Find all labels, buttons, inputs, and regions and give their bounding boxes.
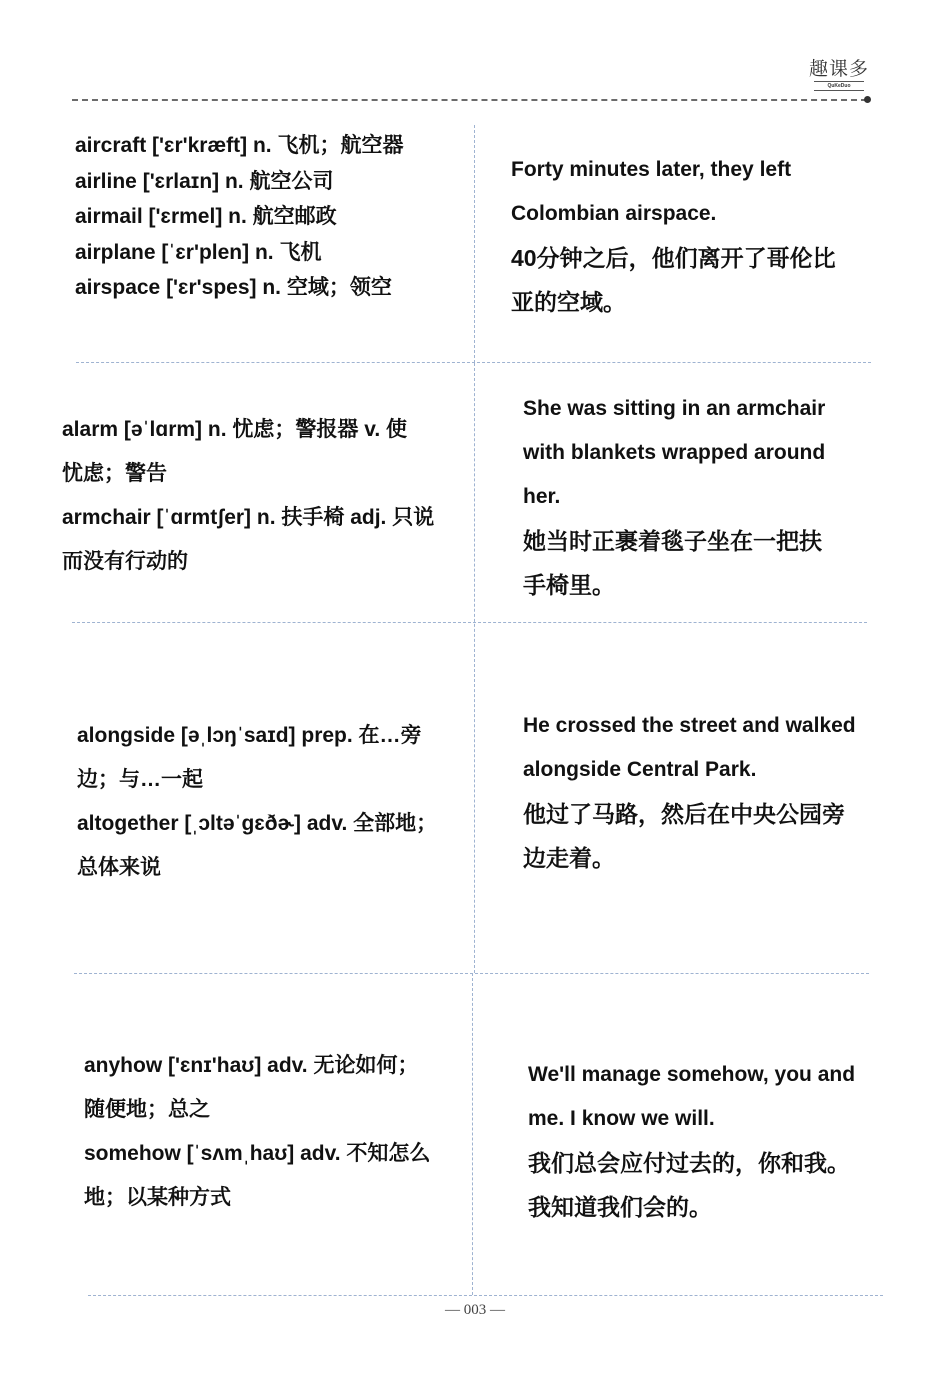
sentence-chinese-line: 我们总会应付过去的，你和我。 (528, 1150, 850, 1176)
logo-subtext: QuKeDuo (814, 81, 864, 91)
sentence-english-line: He crossed the street and walked (523, 714, 856, 737)
column-divider-bottom (472, 973, 473, 1295)
example-sentence-2 (523, 387, 873, 607)
row-divider-2 (72, 622, 867, 623)
example-sentence-1 (511, 148, 871, 324)
vocab-line: armchair [ˈɑrmtʃer] n. 扶手椅 adj. 只说 (62, 506, 435, 529)
header-divider-dot (864, 96, 871, 103)
vocab-line: somehow [ˈsʌmˌhaʊ] adv. 不知怎么 (84, 1142, 431, 1165)
vocab-line: 地；以某种方式 (84, 1186, 231, 1209)
vocab-line: altogether [ˌɔltəˈgɛðɚ] adv. 全部地； (77, 812, 438, 835)
vocab-entry: airmail ['ɛrmel] n. 航空邮政 (75, 205, 337, 228)
vocab-line: 忧虑；警告 (62, 462, 167, 485)
vocab-block-3 (77, 714, 469, 890)
vocab-entry: aircraft ['ɛr'kræft] n. 飞机；航空器 (75, 134, 404, 157)
sentence-chinese-line: 40分钟之后，他们离开了哥伦比 (511, 245, 836, 271)
sentence-english-line: alongside Central Park. (523, 758, 757, 781)
vocab-line: 总体来说 (77, 856, 161, 879)
sentence-english-line: me. I know we will. (528, 1107, 715, 1130)
logo-text: 趣课多 (808, 58, 869, 80)
sentence-chinese-line: 她当时正裹着毯子坐在一把扶 (523, 528, 822, 554)
vocab-line: 而没有行动的 (62, 550, 188, 573)
sentence-english-line: her. (523, 485, 561, 508)
sentence-chinese-line: 亚的空域。 (511, 289, 626, 315)
vocab-block-4 (84, 1044, 469, 1220)
sentence-english-line: Colombian airspace. (511, 202, 717, 225)
sentence-chinese-line: 边走着。 (523, 845, 615, 871)
row-divider-1 (76, 362, 871, 363)
column-divider-mid (474, 363, 475, 973)
page-number: — 003 — (445, 1302, 505, 1318)
vocab-entry: airplane [ˈɛr'plen] n. 飞机 (75, 240, 322, 264)
vocab-line: alarm [əˈlɑrm] n. 忧虑；警报器 v. 使 (62, 418, 407, 441)
vocab-block-1 (75, 128, 467, 306)
vocab-block-2 (62, 408, 472, 584)
vocab-entry: airline ['ɛrlaɪn] n. 航空公司 (75, 169, 334, 193)
sentence-english-line: Forty minutes later, they left (511, 158, 792, 181)
sentence-english-line: She was sitting in an armchair (523, 397, 826, 420)
example-sentence-3 (523, 704, 883, 880)
column-divider-top (474, 125, 475, 363)
header-divider (72, 99, 867, 101)
sentence-english-line: with blankets wrapped around (523, 441, 826, 464)
vocab-line: alongside [əˌlɔŋˈsaɪd] prep. 在…旁 (77, 724, 422, 747)
footer-divider (88, 1295, 883, 1296)
sentence-chinese-line: 他过了马路，然后在中央公园旁 (523, 801, 845, 827)
sentence-chinese-line: 手椅里。 (523, 572, 615, 598)
vocab-line: anyhow ['ɛnɪ'haʊ] adv. 无论如何； (84, 1054, 419, 1077)
example-sentence-4 (528, 1053, 888, 1229)
vocab-line: 随便地；总之 (84, 1098, 210, 1121)
vocab-line: 边；与…一起 (77, 768, 203, 791)
sentence-english-line: We'll manage somehow, you and (528, 1063, 856, 1086)
sentence-chinese-line: 我知道我们会的。 (528, 1194, 712, 1220)
row-divider-3 (74, 973, 869, 974)
vocab-entry: airspace ['ɛr'spes] n. 空域；领空 (75, 276, 392, 299)
brand-logo (808, 58, 870, 92)
